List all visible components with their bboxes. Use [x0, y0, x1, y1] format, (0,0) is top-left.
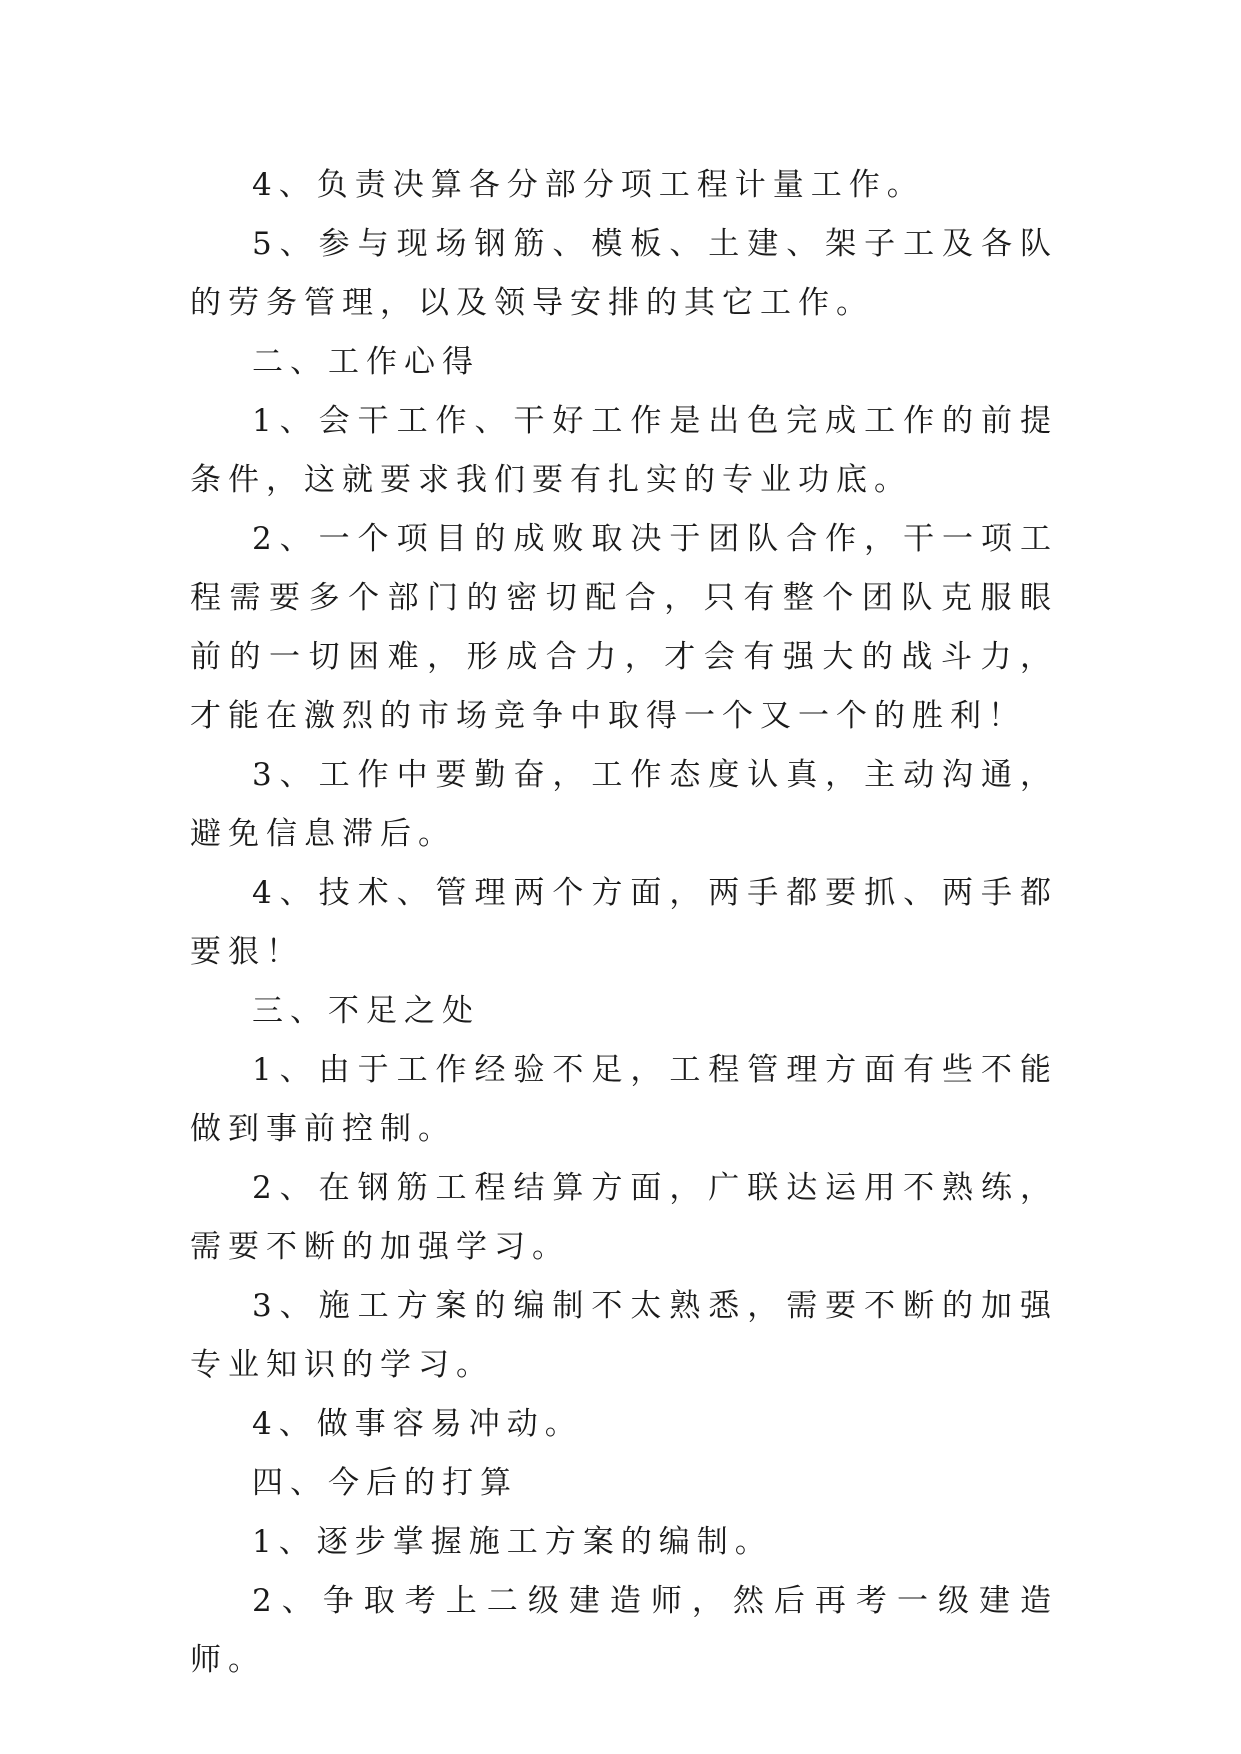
paragraph-duty-4: 4、负责决算各分部分项工程计量工作。 [252, 167, 925, 203]
document-body [190, 156, 1058, 1690]
paragraph-experience-1: 1、会干工作、干好工作是出色完成工作的前提条件，这就要求我们要有扎实的专业功底。 [190, 403, 1058, 498]
paragraph-duty-5: 5、参与现场钢筋、模板、土建、架子工及各队的劳务管理，以及领导安排的其它工作。 [190, 226, 1058, 321]
paragraph-shortcoming-4: 4、做事容易冲动。 [252, 1406, 583, 1442]
paragraph-experience-4: 4、技术、管理两个方面，两手都要抓、两手都要狠！ [190, 875, 1058, 970]
section-heading-plans: 四、今后的打算 [252, 1465, 518, 1501]
paragraph-shortcoming-1: 1、由于工作经验不足，工程管理方面有些不能做到事前控制。 [190, 1052, 1058, 1147]
paragraph-shortcoming-3: 3、施工方案的编制不太熟悉，需要不断的加强专业知识的学习。 [190, 1288, 1058, 1383]
paragraph-plan-2: 2、争取考上二级建造师，然后再考一级建造师。 [190, 1583, 1058, 1678]
section-heading-experience: 二、工作心得 [252, 344, 480, 380]
paragraph-experience-3: 3、工作中要勤奋，工作态度认真，主动沟通，避免信息滞后。 [190, 757, 1058, 852]
paragraph-shortcoming-2: 2、在钢筋工程结算方面，广联达运用不熟练，需要不断的加强学习。 [190, 1170, 1058, 1265]
paragraph-experience-2: 2、一个项目的成败取决于团队合作，干一项工程需要多个部门的密切配合，只有整个团队克服眼前的一切困难，形成合力，才会有强大的战斗力，才能在激烈的市场竞争中取得一个又一个的胜利！ [190, 521, 1058, 734]
section-heading-shortcomings: 三、不足之处 [252, 993, 480, 1029]
paragraph-plan-1: 1、逐步掌握施工方案的编制。 [252, 1524, 773, 1560]
